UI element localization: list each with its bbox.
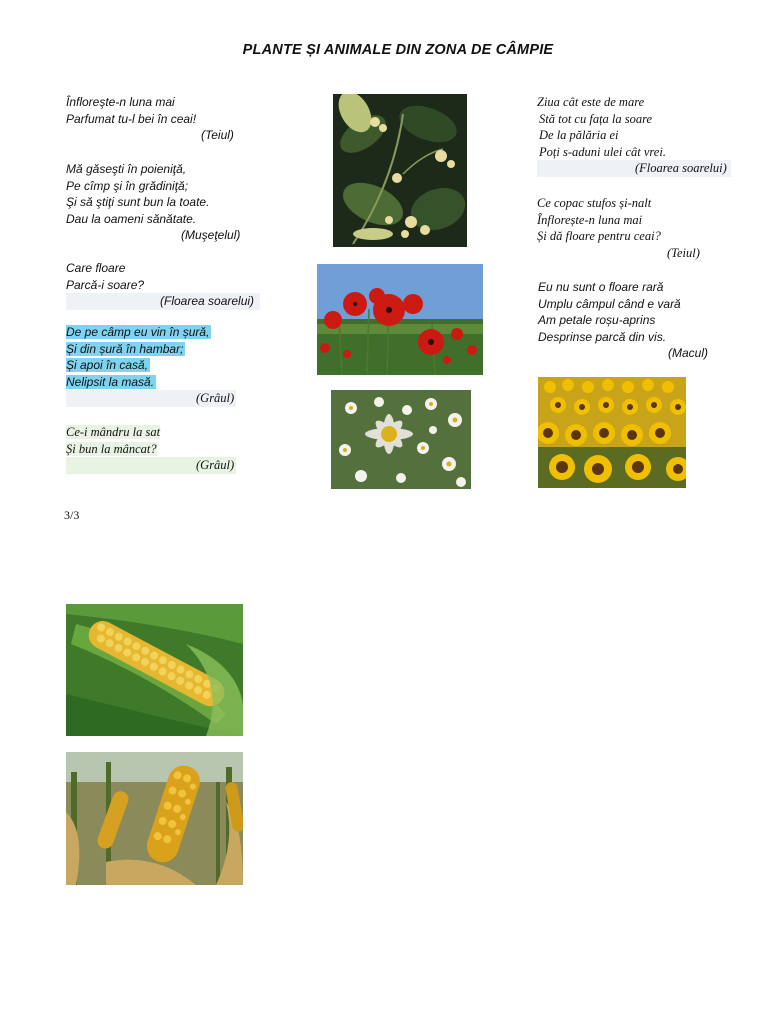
riddle-line: De pe câmp eu vin în șură, [66, 325, 210, 339]
poppy-field-photo [317, 264, 483, 375]
riddle-line: Parfumat tu-l bei în ceai! [66, 111, 197, 126]
riddle-answer: (Teiul) [201, 128, 234, 143]
riddle-line: Am petale roșu-aprins [538, 313, 656, 328]
riddle-answer: (Grâul) [66, 390, 236, 407]
riddle-line: Și apoi în casă, [66, 358, 149, 373]
riddle-line: Înfloreşte-n luna mai [66, 95, 175, 109]
riddle-line: Stă tot cu fața la soare [539, 111, 653, 126]
riddle-answer: (Floarea soarelui) [66, 293, 260, 310]
riddle-line: Care floare [66, 261, 126, 275]
riddle-line: Ce copac stufos și-nalt [537, 196, 652, 210]
riddle-answer: (Grâul) [66, 457, 236, 474]
linden-blossom-photo [333, 94, 467, 247]
riddle-line: Poți s-aduni ulei cât vrei. [539, 144, 666, 159]
riddle-teiul-right [537, 195, 700, 261]
riddle-line: Ziua cât este de mare [537, 95, 645, 109]
riddle-musetel [66, 161, 240, 244]
riddle-line: De la pălăria ei [539, 128, 619, 143]
riddle-answer: (Macul) [668, 346, 709, 361]
riddle-macul [538, 279, 708, 362]
sunflower-field-photo [538, 377, 686, 488]
riddle-line: Înflorește-n luna mai [537, 212, 643, 227]
riddle-line: Eu nu sunt o floare rară [538, 280, 664, 294]
riddle-graul-1 [66, 324, 236, 407]
chamomile-photo [331, 390, 471, 489]
riddle-line: Şi să ştiţi sunt bun la toate. [66, 195, 210, 210]
riddle-line: Și din șură în hambar; [66, 341, 184, 356]
riddle-line: Umplu câmpul când e vară [538, 296, 681, 311]
riddle-line: Ce-i mândru la sat [66, 425, 161, 439]
riddle-line: Nelipsit la masă. [66, 374, 155, 389]
riddle-floarea-soarelui-left [66, 260, 260, 310]
riddle-line: Desprinse parcă din vis. [538, 329, 667, 344]
riddle-answer: (Teiul) [667, 245, 700, 260]
riddle-line: Dau la oameni sănătate. [66, 211, 197, 226]
riddle-line: Mă găseşti în poieniţă, [66, 162, 187, 176]
riddle-teiul-left [66, 94, 234, 144]
page-number: 3/3 [64, 508, 80, 522]
riddle-floarea-soarelui-right [537, 94, 731, 177]
riddle-answer: (Floarea soarelui) [537, 160, 731, 177]
corn-cob-closeup-photo [66, 604, 243, 736]
corn-field-photo [66, 752, 243, 885]
page-title: PLANTE ȘI ANIMALE DIN ZONA DE CÂMPIE [242, 42, 554, 58]
riddle-line: Și bun la mâncat? [66, 441, 157, 456]
riddle-line: Parcă-i soare? [66, 277, 145, 292]
riddle-answer: (Muşeţelul) [181, 228, 241, 243]
riddle-graul-2 [66, 424, 236, 474]
riddle-line: Pe cîmp şi în grădiniţă; [66, 178, 189, 193]
riddle-line: Și dă floare pentru ceai? [537, 229, 661, 244]
